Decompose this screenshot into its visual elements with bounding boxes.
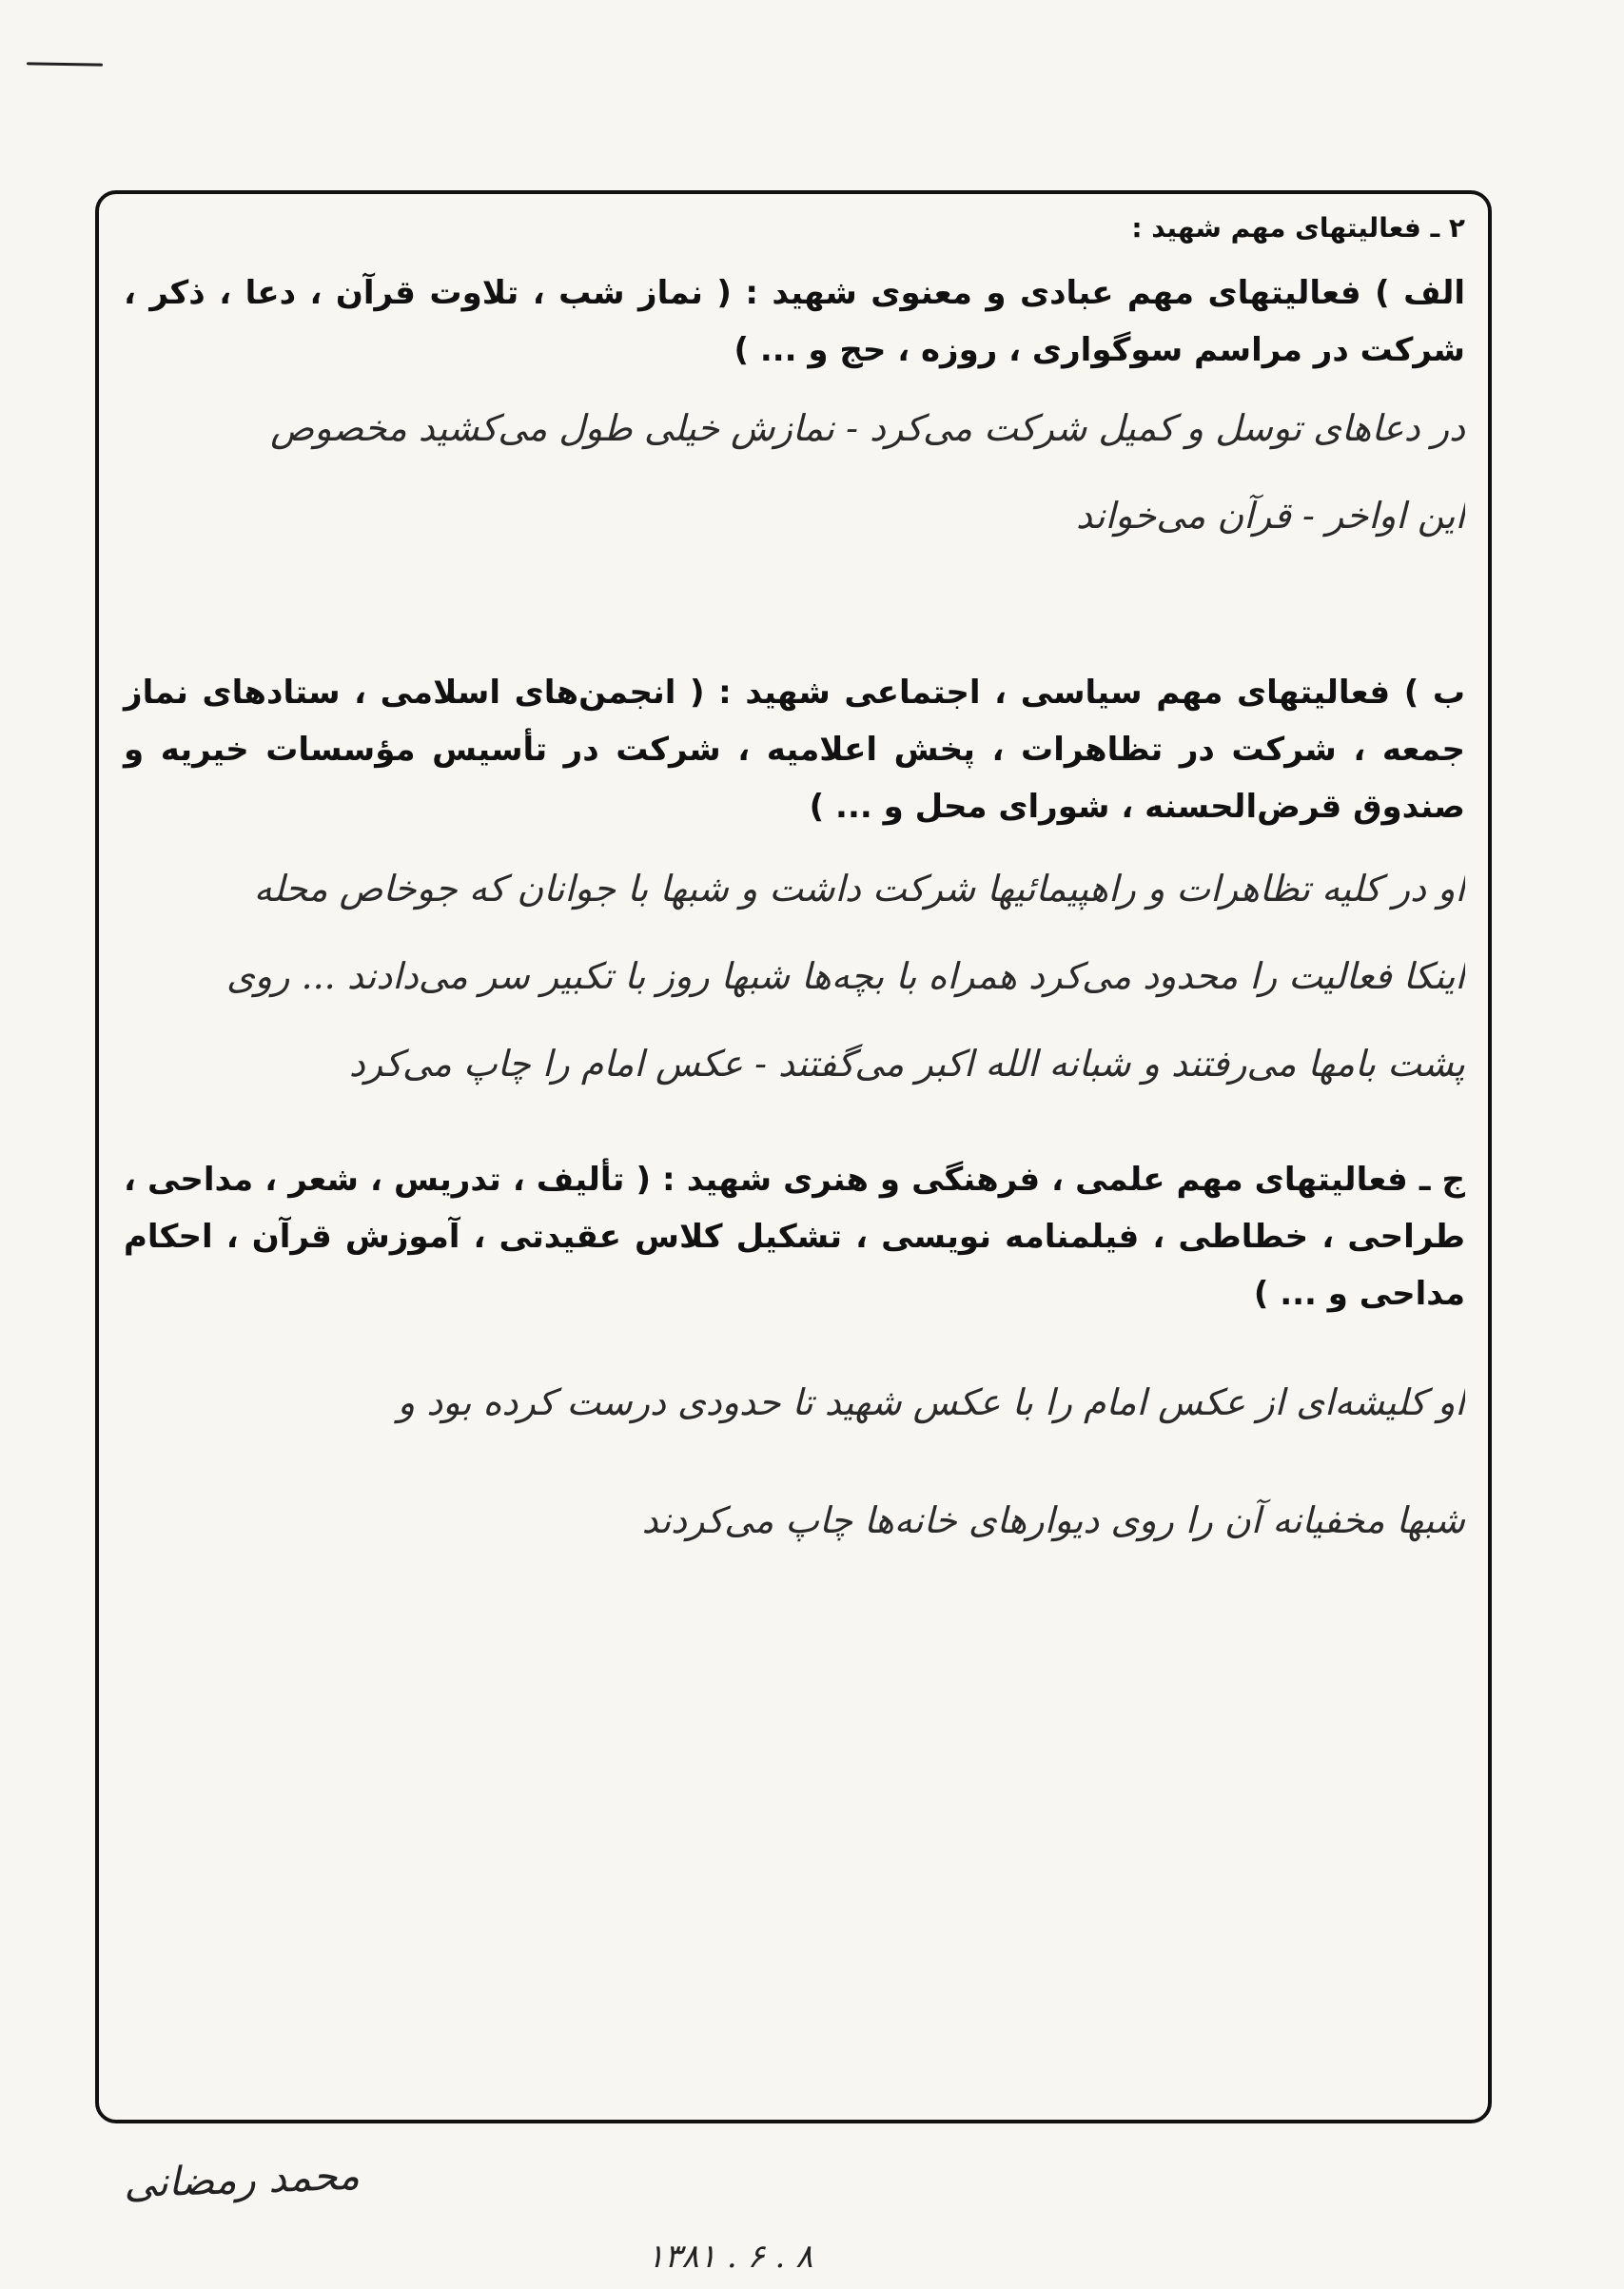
author-signature: محمد رمضانی	[123, 2151, 361, 2207]
section-c-prompt: ج ـ فعالیتهای مهم علمی ، فرهنگی و هنری شهید : ( تألیف ، تدریس ، شعر ، مداحی ، طراحی ، خطاطی ، فیلمنامه نویسی ، تشکیل کلاس عقیدتی ، آموزش قرآن ، احکام مداحی و ... )	[124, 1161, 1465, 1313]
handwritten-line: شبها مخفیانه آن را روی دیوارهای خانه‌ها چاپ می‌کردند	[641, 1499, 1465, 1541]
form-content	[124, 207, 1465, 1579]
section-political-activities	[124, 664, 1465, 1107]
handwritten-line: او کلیشه‌ای از عکس امام را با عکس شهید تا حدودی درست کرده بود و	[397, 1381, 1465, 1423]
handwritten-line: اینکا فعالیت را محدود می‌کرد همراه با بچه‌ها شبها روز با تکبیر سر می‌دادند ... روی	[225, 955, 1465, 997]
handwritten-line: پشت بامها می‌رفتند و شبانه الله اکبر می‌گفتند - عکس امام را چاپ می‌کرد	[348, 1043, 1465, 1085]
handwritten-line: او در کلیه تظاهرات و راهپیمائیها شرکت داشت و شبها با جوانان که جوخاص محله	[253, 868, 1465, 910]
section-b-prompt: ب ) فعالیتهای مهم سیاسی ، اجتماعی شهید : ( انجمن‌های اسلامی ، ستادهای نماز جمعه ، شرکت در تظاهرات ، پخش اعلامیه ، شرکت در تأسیس مؤسسات خیریه و صندوق قرض‌الحسنه ، شورای محل و ... )	[124, 674, 1465, 826]
section-c-handwritten-answer	[124, 1343, 1465, 1579]
handwritten-line: در دعاهای توسل و کمیل شرکت می‌کرد - نمازش خیلی طول می‌کشید مخصوص	[270, 407, 1465, 449]
section-a-prompt: الف ) فعالیتهای مهم عبادی و معنوی شهید : ( نماز شب ، تلاوت قرآن ، دعا ، ذکر ، شرکت در مراسم سوگواری ، روزه ، حج و ... )	[124, 274, 1465, 369]
page-corner-mark	[27, 62, 103, 66]
section-religious-activities	[124, 264, 1465, 559]
handwritten-date: ۸ . ۶ . ۱۳۸۱	[647, 2238, 813, 2276]
section-heading: ۲ ـ فعالیتهای مهم شهید :	[1131, 212, 1465, 244]
section-b-handwritten-answer	[124, 845, 1465, 1107]
section-cultural-activities	[124, 1151, 1465, 1579]
section-a-handwritten-answer	[124, 384, 1465, 559]
handwritten-line: این اواخر - قرآن می‌خواند	[1076, 495, 1465, 537]
